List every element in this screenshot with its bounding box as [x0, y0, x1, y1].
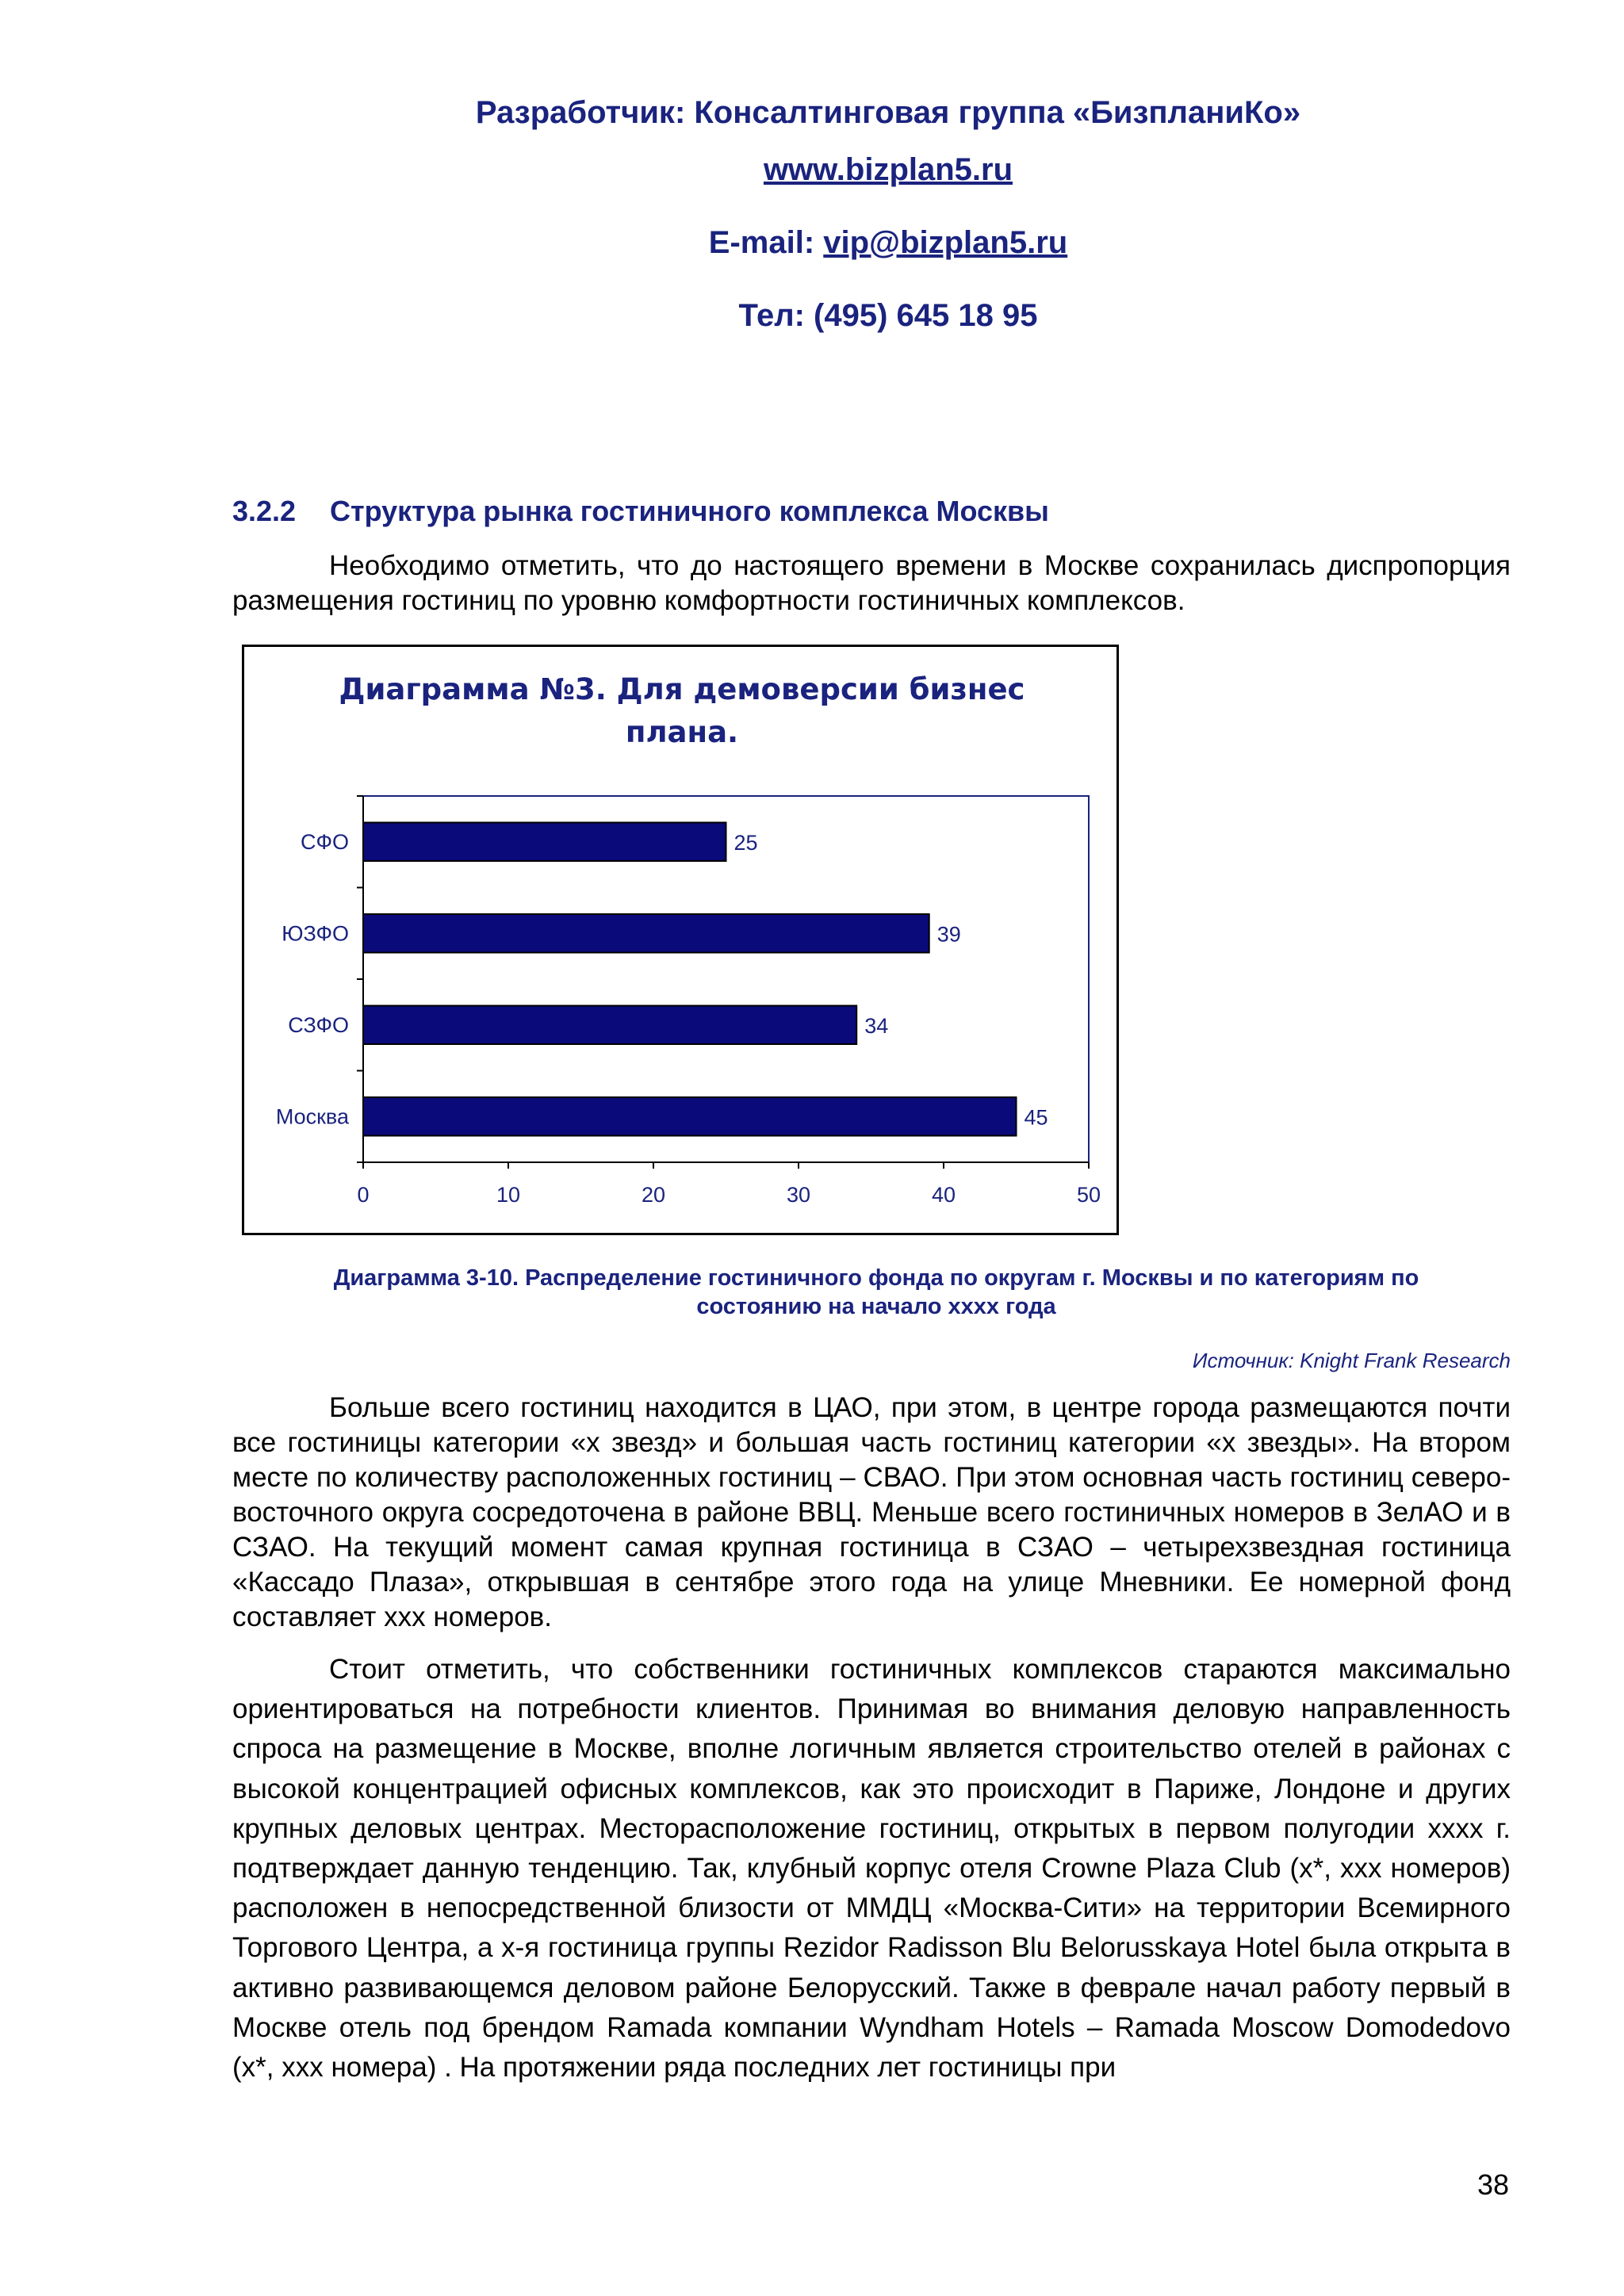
body-paragraph-1: Больше всего гостиниц находится в ЦАО, при этом, в центре города размещаются почти все гостиницы категории «х звезд» и большая часть гостиниц категории «х звезды». На втором месте по количеству расположенных гостиниц – СВАО. При этом основная часть гостиниц северо-восточного округа сосредоточена в районе ВВЦ. Меньше всего гостиничных номеров в ЗелАО и в СЗАО. На текущий момент самая крупная гостиница в СЗАО – четырехзвездная гостиница «Кассадо Плаза», открывшая в сентябре этого года на улице Мневники. Ее номерной фонд составляет ххх номеров.: [232, 1392, 1511, 1632]
bar: [363, 1097, 1017, 1136]
data-label: 39: [936, 922, 961, 947]
bar: [363, 1005, 856, 1044]
x-tick-label: 50: [1076, 1183, 1101, 1207]
website-line: [0, 152, 1624, 188]
chart-frame: [242, 645, 1119, 1235]
x-tick-label: 10: [496, 1183, 521, 1207]
email-label: E-mail:: [708, 225, 824, 260]
section-heading: [232, 495, 1049, 528]
chart-title-line1: Диаграмма №3. Для демоверсии бизнес: [339, 672, 1025, 706]
section-title: Структура рынка гостиничного комплекса Москвы: [330, 495, 1049, 527]
phone-line: Тел: (495) 645 18 95: [738, 298, 1038, 333]
page-number: 38: [1477, 2168, 1509, 2201]
figure-source: Источник: Knight Frank Research: [1192, 1349, 1511, 1372]
body-paragraph-2: Стоит отметить, что собственники гостиничных комплексов стараются максимально ориентироваться на потребности клиентов. Принимая во внимания деловую направленность спроса на размещение в Москве, вполне логичным является строительство отелей в районах с высокой концентрацией офисных комплексов, как это происходит в Париже, Лондоне и других крупных деловых центрах. Месторасположение гостиниц, открытых в первом полугодии хххх г. подтверждает данную тенденцию. Так, клубный корпус отеля Crowne Plaza Club (х*, ххх номеров) расположен в непосредственной близости от ММДЦ «Москва-Сити» на территории Всемирного Торгового Центра, а х-я гостиница группы Rezidor Radisson Blu Belorusskaya Hotel была открыта в активно развивающемся деловом районе Белорусский. Также в феврале начал работу первый в Москве отель под брендом Ramada компании Wyndham Hotels – Ramada Moscow Domodedovo (х*, ххх номера) . На протяжении ряда последних лет гостиницы при: [232, 1654, 1511, 2084]
data-label: 45: [1024, 1105, 1048, 1130]
category-label: Москва: [275, 1104, 349, 1129]
data-label: 34: [864, 1013, 889, 1038]
bar: [363, 914, 929, 953]
website-link[interactable]: www.bizplan5.ru: [763, 152, 1013, 187]
x-tick-label: 30: [786, 1183, 811, 1207]
data-label: 25: [733, 830, 758, 855]
category-label: ЮЗФО: [282, 921, 349, 946]
bar: [363, 822, 726, 861]
x-tick-label: 20: [641, 1183, 666, 1207]
chart-title-line2: плана.: [625, 715, 739, 749]
section-number: 3.2.2: [232, 495, 297, 527]
figure-caption: Диаграмма 3-10. Распределение гостиничного фонда по округам г. Москвы и по категориям по состоянию на начало хххх года: [333, 1265, 1419, 1319]
plot-area: [276, 796, 1101, 1207]
email-link[interactable]: vip@bizplan5.ru: [823, 225, 1068, 260]
x-tick-label: 0: [357, 1183, 370, 1207]
bar-chart: [244, 647, 1116, 1233]
intro-paragraph: Необходимо отметить, что до настоящего времени в Москве сохранилась диспропорция размещения гостиниц по уровню комфортности гостиничных комплексов.: [232, 550, 1511, 616]
x-tick-label: 40: [931, 1183, 956, 1207]
developer-header: Разработчик: Консалтинговая группа «БизпланиКо»: [475, 95, 1301, 130]
category-label: СФО: [300, 829, 349, 854]
category-label: СЗФО: [288, 1012, 349, 1037]
email-line: [0, 225, 1624, 261]
